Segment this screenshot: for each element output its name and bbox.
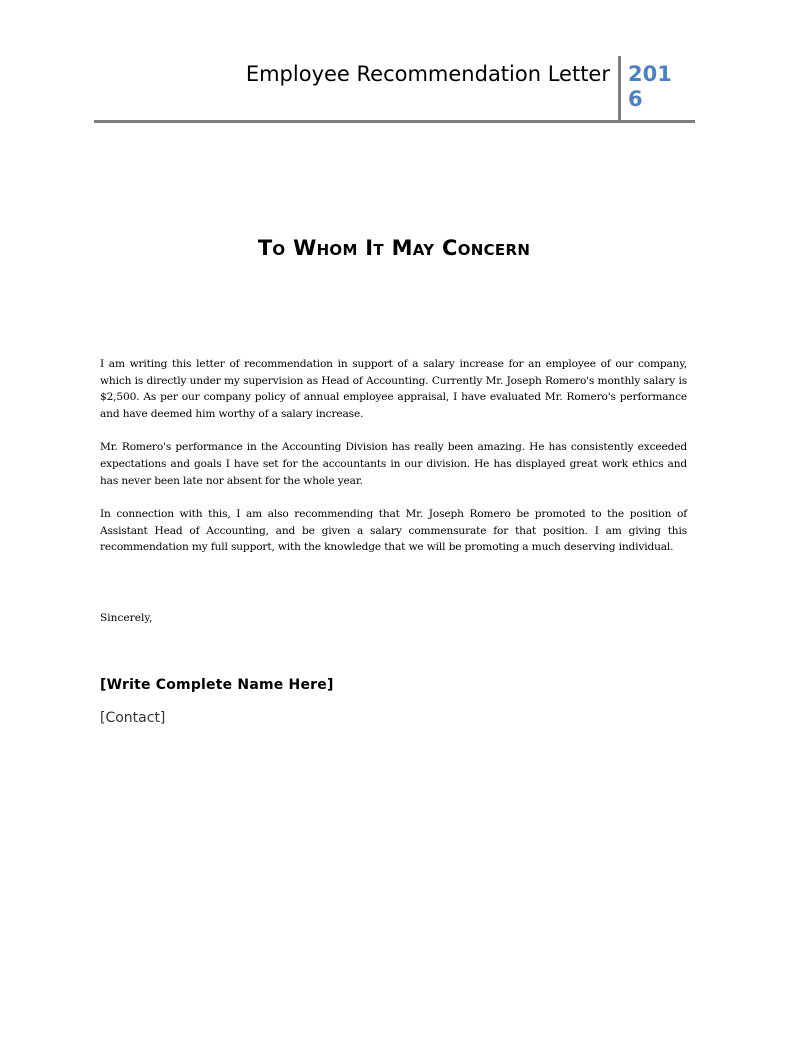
document-title: Employee Recommendation Letter [245,62,610,86]
header-divider [618,56,621,122]
signature-name-placeholder: [Write Complete Name Here] [100,677,334,693]
letter-closing: Sincerely, [100,612,153,624]
letter-paragraph-3: In connection with this, I am also recommending that Mr. Joseph Romero be promoted to the position of Assistant Head of Accounting, and be given a salary commensurate for that position. I am giving this recommendation my full support, with the knowledge that we will be promoting a much deserving individual. [100,508,687,554]
letter-paragraph-1: I am writing this letter of recommendation in support of a salary increase for an employee of our company, which is directly under my supervision as Head of Accounting. Currently Mr. Joseph Romero's monthly salary is $2,500. As per our company policy of annual employee appraisal, I have evaluated Mr. Romero's performance and have deemed him worthy of a salary increase. [100,358,687,420]
document-year: 2016 [628,62,672,111]
document-header [94,56,694,120]
salutation-heading: To Whom It May Concern [257,236,531,260]
letter-paragraph-2: Mr. Romero's performance in the Accounting Division has really been amazing. He has consistently exceeded expectations and goals I have set for the accountants in our division. He has displayed great work ethics and has never been late nor absent for the whole year. [100,441,687,487]
signature-contact-placeholder: [Contact] [100,710,166,726]
header-rule [94,120,695,123]
letter-body [100,356,687,573]
